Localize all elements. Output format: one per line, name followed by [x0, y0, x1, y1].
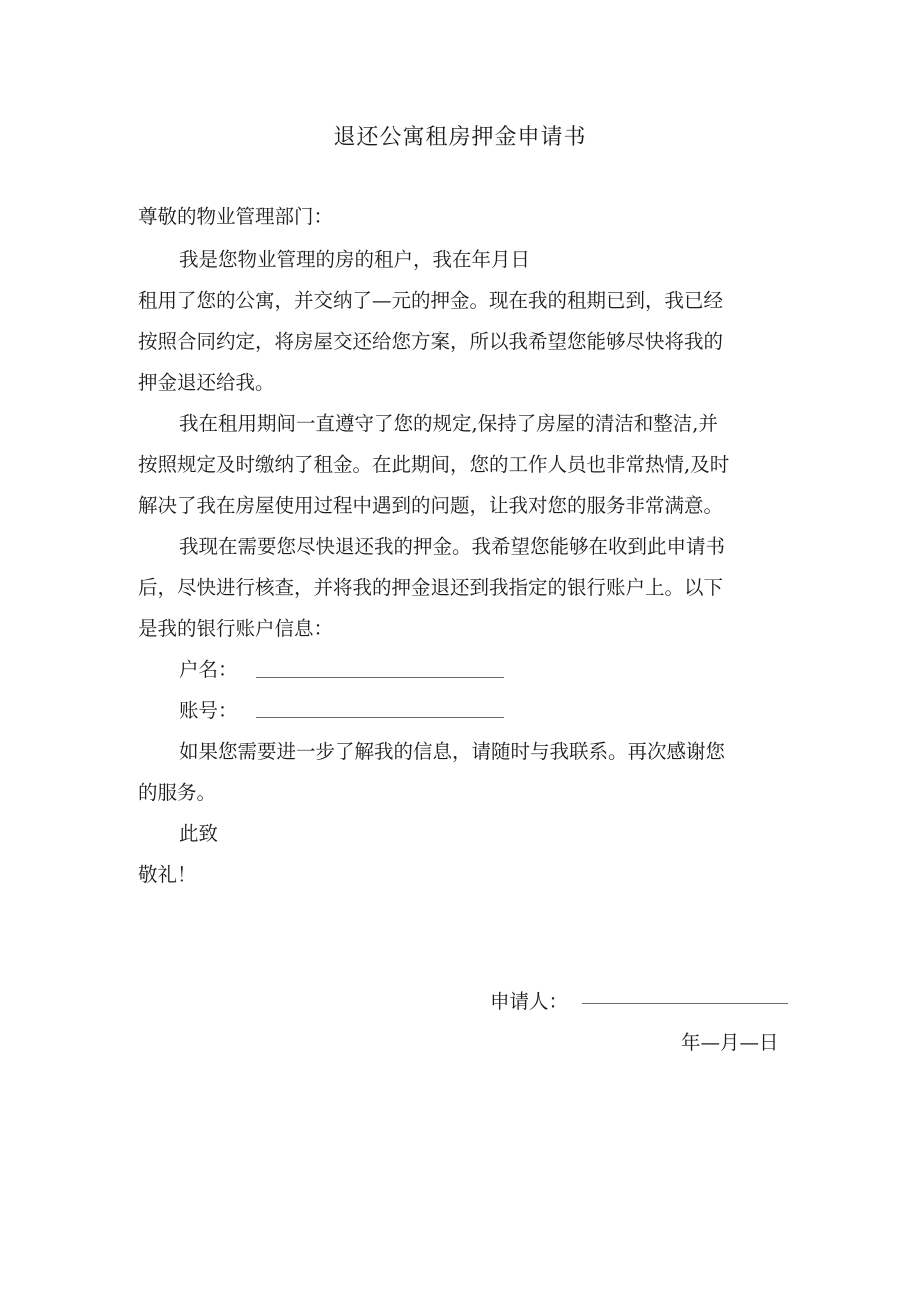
- paragraph-1-line-4: 押金退还给我。: [138, 371, 275, 394]
- paragraph-3-line-3: 是我的银行账户信息：: [138, 617, 334, 640]
- account-name-blank: [256, 677, 504, 678]
- account-number-blank: [256, 717, 504, 718]
- closing-jing-li: 敬礼！: [138, 863, 197, 886]
- paragraph-2-line-3: 解决了我在房屋使用过程中遇到的问题，让我对您的服务非常满意。: [138, 494, 724, 517]
- account-name-label: 户名：: [179, 658, 238, 681]
- paragraph-4-line-2: 的服务。: [138, 781, 217, 804]
- closing-ci-zhi: 此致: [179, 822, 219, 845]
- paragraph-1-line-2: 租用了您的公寓，并交纳了—元的押金。现在我的租期已到，我已经: [138, 289, 724, 312]
- account-number-label: 账号：: [179, 699, 238, 722]
- paragraph-4-line-1: 如果您需要进一步了解我的信息，请随时与我联系。再次感谢您: [179, 740, 726, 763]
- salutation: 尊敬的物业管理部门：: [138, 205, 334, 228]
- applicant-label: 申请人：: [490, 990, 569, 1013]
- date-line: 年—月—日: [681, 1031, 779, 1054]
- paragraph-2-line-2: 按照规定及时缴纳了租金。在此期间，您的工作人员也非常热情,及时: [138, 453, 730, 476]
- paragraph-1-line-3: 按照合同约定，将房屋交还给您方案，所以我希望您能够尽快将我的: [138, 330, 724, 353]
- document-title: 退还公寓租房押金申请书: [333, 125, 587, 150]
- applicant-blank: [582, 1003, 788, 1004]
- paragraph-2-line-1: 我在租用期间一直遵守了您的规定,保持了房屋的清洁和整洁,并: [179, 412, 718, 435]
- paragraph-1-line-1: 我是您物业管理的房的租户，我在年月日: [179, 248, 531, 271]
- paragraph-3-line-1: 我现在需要您尽快退还我的押金。我希望您能够在收到此申请书: [179, 535, 726, 558]
- paragraph-3-line-2: 后，尽快进行核查，并将我的押金退还到我指定的银行账户上。以下: [138, 576, 724, 599]
